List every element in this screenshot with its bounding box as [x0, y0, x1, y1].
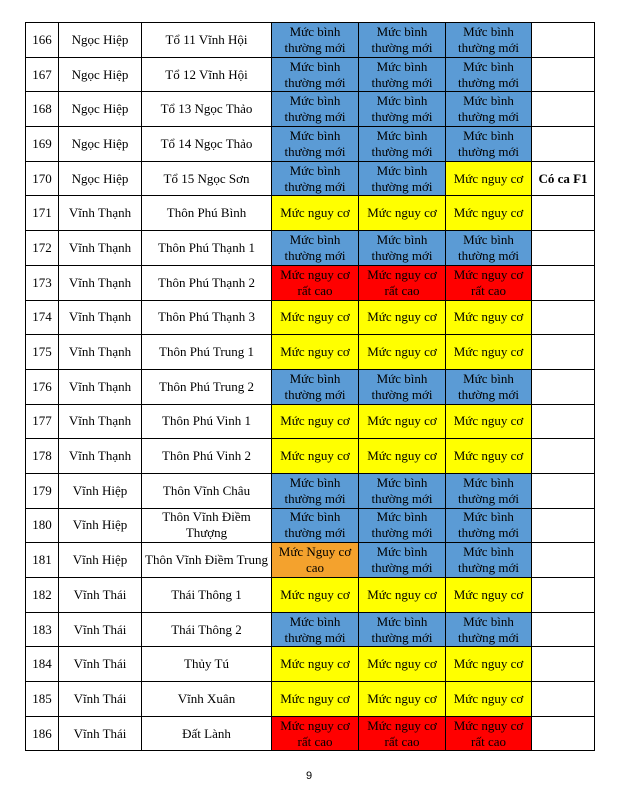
- table-row: [26, 23, 595, 58]
- risk-level-cell: Mức nguy cơ: [272, 196, 359, 231]
- row-number-cell: 168: [26, 92, 59, 127]
- hamlet-cell: Thôn Vĩnh Châu: [142, 473, 272, 508]
- risk-level-cell: Mức nguy cơ rất cao: [272, 265, 359, 300]
- risk-level-cell: Mức nguy cơ: [359, 682, 446, 717]
- hamlet-cell: Thủy Tú: [142, 647, 272, 682]
- table-row: [26, 647, 595, 682]
- note-cell: [532, 439, 595, 474]
- commune-cell: Ngọc Hiệp: [59, 127, 142, 162]
- risk-level-cell: Mức bình thường mới: [359, 161, 446, 196]
- hamlet-cell: Tổ 14 Ngọc Thảo: [142, 127, 272, 162]
- note-cell: [532, 335, 595, 370]
- table-row: [26, 716, 595, 751]
- table-row: [26, 231, 595, 266]
- commune-cell: Vĩnh Thạnh: [59, 404, 142, 439]
- table-row: [26, 300, 595, 335]
- commune-cell: Vĩnh Thạnh: [59, 335, 142, 370]
- hamlet-cell: Thôn Vĩnh Điềm Trung: [142, 543, 272, 578]
- table-row: [26, 92, 595, 127]
- risk-level-cell: Mức bình thường mới: [359, 473, 446, 508]
- risk-level-cell: Mức bình thường mới: [272, 369, 359, 404]
- note-cell: [532, 682, 595, 717]
- risk-level-cell: Mức nguy cơ: [359, 647, 446, 682]
- row-number-cell: 179: [26, 473, 59, 508]
- risk-level-cell: Mức nguy cơ: [359, 439, 446, 474]
- risk-level-cell: Mức nguy cơ: [359, 300, 446, 335]
- row-number-cell: 186: [26, 716, 59, 751]
- commune-cell: Vĩnh Thái: [59, 578, 142, 613]
- note-cell: [532, 23, 595, 58]
- row-number-cell: 174: [26, 300, 59, 335]
- hamlet-cell: Thôn Phú Thạnh 2: [142, 265, 272, 300]
- commune-cell: Vĩnh Hiệp: [59, 508, 142, 543]
- risk-level-cell: Mức bình thường mới: [359, 369, 446, 404]
- hamlet-cell: Thôn Phú Thạnh 1: [142, 231, 272, 266]
- note-cell: [532, 578, 595, 613]
- risk-level-cell: Mức bình thường mới: [272, 92, 359, 127]
- hamlet-cell: Thôn Vĩnh Điềm Thượng: [142, 508, 272, 543]
- risk-level-cell: Mức nguy cơ: [446, 335, 532, 370]
- risk-level-cell: Mức nguy cơ rất cao: [446, 265, 532, 300]
- risk-level-cell: Mức bình thường mới: [359, 508, 446, 543]
- hamlet-cell: Đất Lành: [142, 716, 272, 751]
- row-number-cell: 175: [26, 335, 59, 370]
- risk-level-cell: Mức nguy cơ rất cao: [359, 265, 446, 300]
- note-cell: [532, 647, 595, 682]
- risk-level-cell: Mức nguy cơ: [446, 439, 532, 474]
- risk-level-cell: Mức bình thường mới: [446, 92, 532, 127]
- note-cell: [532, 369, 595, 404]
- commune-cell: Vĩnh Thạnh: [59, 231, 142, 266]
- risk-level-cell: Mức bình thường mới: [446, 57, 532, 92]
- row-number-cell: 183: [26, 612, 59, 647]
- commune-cell: Vĩnh Thái: [59, 716, 142, 751]
- note-cell: [532, 57, 595, 92]
- commune-cell: Vĩnh Thái: [59, 647, 142, 682]
- risk-level-cell: Mức nguy cơ: [446, 196, 532, 231]
- risk-level-cell: Mức bình thường mới: [272, 231, 359, 266]
- hamlet-cell: Thôn Phú Thạnh 3: [142, 300, 272, 335]
- commune-cell: Ngọc Hiệp: [59, 161, 142, 196]
- hamlet-cell: Vĩnh Xuân: [142, 682, 272, 717]
- commune-cell: Vĩnh Thạnh: [59, 439, 142, 474]
- table-row: [26, 265, 595, 300]
- risk-level-cell: Mức nguy cơ: [272, 578, 359, 613]
- row-number-cell: 169: [26, 127, 59, 162]
- risk-level-cell: Mức nguy cơ: [359, 196, 446, 231]
- row-number-cell: 185: [26, 682, 59, 717]
- table-row: [26, 508, 595, 543]
- page-number: 9: [305, 770, 313, 782]
- hamlet-cell: Thôn Phú Trung 2: [142, 369, 272, 404]
- table-row: [26, 473, 595, 508]
- risk-level-cell: Mức bình thường mới: [359, 23, 446, 58]
- note-cell: [532, 508, 595, 543]
- note-cell: [532, 473, 595, 508]
- risk-level-cell: Mức bình thường mới: [272, 161, 359, 196]
- row-number-cell: 178: [26, 439, 59, 474]
- risk-level-cell: Mức nguy cơ: [446, 404, 532, 439]
- risk-level-cell: Mức nguy cơ: [359, 335, 446, 370]
- row-number-cell: 180: [26, 508, 59, 543]
- note-cell: [532, 127, 595, 162]
- note-cell: [532, 404, 595, 439]
- table-row: [26, 127, 595, 162]
- risk-level-cell: Mức bình thường mới: [446, 508, 532, 543]
- risk-level-cell: Mức bình thường mới: [359, 543, 446, 578]
- hamlet-cell: Tổ 13 Ngọc Thảo: [142, 92, 272, 127]
- table-row: [26, 196, 595, 231]
- note-cell: [532, 265, 595, 300]
- risk-level-cell: Mức nguy cơ: [359, 404, 446, 439]
- risk-level-cell: Mức bình thường mới: [359, 127, 446, 162]
- row-number-cell: 166: [26, 23, 59, 58]
- risk-level-cell: Mức nguy cơ: [272, 439, 359, 474]
- note-cell: [532, 543, 595, 578]
- risk-level-cell: Mức bình thường mới: [272, 23, 359, 58]
- risk-level-cell: Mức nguy cơ: [446, 161, 532, 196]
- commune-cell: Ngọc Hiệp: [59, 92, 142, 127]
- table-row: [26, 369, 595, 404]
- row-number-cell: 184: [26, 647, 59, 682]
- risk-level-cell: Mức bình thường mới: [446, 127, 532, 162]
- risk-level-cell: Mức bình thường mới: [359, 92, 446, 127]
- risk-level-table: [25, 22, 595, 751]
- note-cell: [532, 612, 595, 647]
- row-number-cell: 173: [26, 265, 59, 300]
- note-cell: [532, 716, 595, 751]
- risk-level-cell: Mức bình thường mới: [446, 23, 532, 58]
- commune-cell: Vĩnh Thạnh: [59, 196, 142, 231]
- table-row: [26, 543, 595, 578]
- risk-level-cell: Mức bình thường mới: [272, 612, 359, 647]
- note-cell: Có ca F1: [532, 161, 595, 196]
- hamlet-cell: Thôn Phú Trung 1: [142, 335, 272, 370]
- hamlet-cell: Thái Thông 2: [142, 612, 272, 647]
- table-row: [26, 612, 595, 647]
- row-number-cell: 167: [26, 57, 59, 92]
- row-number-cell: 181: [26, 543, 59, 578]
- table-row: [26, 335, 595, 370]
- note-cell: [532, 231, 595, 266]
- note-cell: [532, 196, 595, 231]
- hamlet-cell: Thôn Phú Bình: [142, 196, 272, 231]
- risk-level-cell: Mức bình thường mới: [446, 231, 532, 266]
- risk-level-cell: Mức nguy cơ: [359, 578, 446, 613]
- hamlet-cell: Tổ 11 Vĩnh Hội: [142, 23, 272, 58]
- hamlet-cell: Thôn Phú Vinh 2: [142, 439, 272, 474]
- risk-level-cell: Mức nguy cơ: [272, 300, 359, 335]
- risk-level-cell: Mức bình thường mới: [272, 127, 359, 162]
- risk-level-cell: Mức bình thường mới: [359, 57, 446, 92]
- table-row: [26, 57, 595, 92]
- hamlet-cell: Thái Thông 1: [142, 578, 272, 613]
- table-row: [26, 682, 595, 717]
- row-number-cell: 182: [26, 578, 59, 613]
- hamlet-cell: Thôn Phú Vinh 1: [142, 404, 272, 439]
- row-number-cell: 172: [26, 231, 59, 266]
- row-number-cell: 177: [26, 404, 59, 439]
- risk-level-cell: Mức bình thường mới: [446, 612, 532, 647]
- risk-level-cell: Mức bình thường mới: [359, 231, 446, 266]
- commune-cell: Vĩnh Thạnh: [59, 265, 142, 300]
- risk-level-cell: Mức nguy cơ: [446, 578, 532, 613]
- risk-level-cell: Mức nguy cơ rất cao: [272, 716, 359, 751]
- row-number-cell: 176: [26, 369, 59, 404]
- commune-cell: Vĩnh Thạnh: [59, 369, 142, 404]
- risk-level-cell: Mức nguy cơ: [446, 682, 532, 717]
- commune-cell: Vĩnh Thạnh: [59, 300, 142, 335]
- risk-level-cell: Mức nguy cơ: [272, 335, 359, 370]
- note-cell: [532, 300, 595, 335]
- row-number-cell: 170: [26, 161, 59, 196]
- hamlet-cell: Tổ 12 Vĩnh Hội: [142, 57, 272, 92]
- risk-level-cell: Mức nguy cơ: [446, 647, 532, 682]
- table-row: [26, 404, 595, 439]
- table-row: [26, 161, 595, 196]
- commune-cell: Ngọc Hiệp: [59, 23, 142, 58]
- table-body: [26, 23, 595, 751]
- risk-level-cell: Mức nguy cơ: [272, 404, 359, 439]
- risk-level-cell: Mức bình thường mới: [446, 369, 532, 404]
- hamlet-cell: Tổ 15 Ngọc Sơn: [142, 161, 272, 196]
- risk-level-cell: Mức bình thường mới: [446, 473, 532, 508]
- risk-level-cell: Mức bình thường mới: [272, 508, 359, 543]
- commune-cell: Ngọc Hiệp: [59, 57, 142, 92]
- commune-cell: Vĩnh Thái: [59, 682, 142, 717]
- risk-level-cell: Mức nguy cơ: [272, 682, 359, 717]
- commune-cell: Vĩnh Thái: [59, 612, 142, 647]
- table-row: [26, 578, 595, 613]
- risk-level-cell: Mức nguy cơ rất cao: [359, 716, 446, 751]
- risk-level-cell: Mức bình thường mới: [359, 612, 446, 647]
- row-number-cell: 171: [26, 196, 59, 231]
- risk-level-cell: Mức bình thường mới: [272, 473, 359, 508]
- note-cell: [532, 92, 595, 127]
- risk-level-cell: Mức Nguy cơ cao: [272, 543, 359, 578]
- risk-level-cell: Mức bình thường mới: [272, 57, 359, 92]
- commune-cell: Vĩnh Hiệp: [59, 543, 142, 578]
- risk-level-cell: Mức nguy cơ: [446, 300, 532, 335]
- table-row: [26, 439, 595, 474]
- risk-level-cell: Mức nguy cơ rất cao: [446, 716, 532, 751]
- commune-cell: Vĩnh Hiệp: [59, 473, 142, 508]
- risk-level-cell: Mức bình thường mới: [446, 543, 532, 578]
- risk-level-cell: Mức nguy cơ: [272, 647, 359, 682]
